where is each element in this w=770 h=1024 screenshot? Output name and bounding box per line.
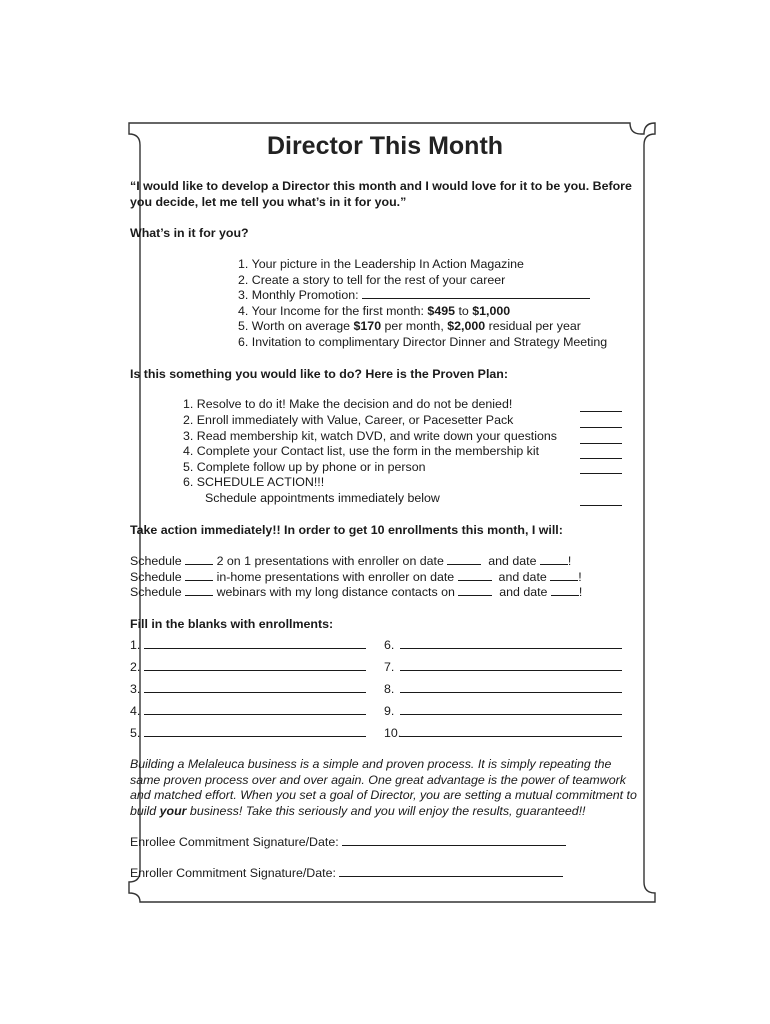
enrollment-line: 2. — [130, 660, 366, 674]
plan-check-blank[interactable] — [580, 411, 622, 412]
intro-line-1: “I would like to develop a Director this month and I would love for it to be you. Before — [130, 179, 632, 193]
enrollment-blank[interactable] — [144, 670, 366, 671]
benefit-item: 6. Invitation to complimentary Director Dinner and Strategy Meeting — [238, 335, 608, 349]
enrollment-blank[interactable] — [144, 648, 366, 649]
enrollment-line: 3. — [130, 682, 366, 696]
intro-line-2: you decide, let me tell you what’s in it for you.” — [130, 195, 407, 209]
benefit-item: 1. Your picture in the Leadership In Action Magazine — [238, 257, 524, 271]
enroller-signature-row: Enroller Commitment Signature/Date: — [130, 866, 563, 880]
closing-line-3: and matched effort. When you set a goal of Director, you are setting a mutual commitment to — [130, 788, 637, 802]
enrollment-blank[interactable] — [400, 670, 622, 671]
schedule-count-blank[interactable] — [185, 580, 213, 581]
closing-line-4: build your business! Take this seriously and you will enjoy the results, guaranteed!! — [130, 804, 586, 818]
enrollment-blank[interactable] — [144, 736, 366, 737]
schedule-row: Schedule webinars with my long distance contacts on and date ! — [130, 585, 583, 599]
schedule-count-blank[interactable] — [185, 564, 213, 565]
plan-step: 1. Resolve to do it! Make the decision and do not be denied! — [183, 397, 513, 411]
plan-check-blank[interactable] — [580, 473, 622, 474]
plan-check-blank[interactable] — [580, 443, 622, 444]
schedule-row: Schedule 2 on 1 presentations with enroller on date and date ! — [130, 554, 572, 568]
enrollment-line: 8. — [384, 682, 622, 696]
schedule-count-blank[interactable] — [185, 595, 213, 596]
enrollment-line: 1. — [130, 638, 366, 652]
plan-check-blank[interactable] — [580, 427, 622, 428]
enrollments-heading: Fill in the blanks with enrollments: — [130, 617, 334, 631]
enrollment-blank[interactable] — [400, 648, 622, 649]
proven-plan-heading: Is this something you would like to do? Here is the Proven Plan: — [130, 367, 508, 381]
enrollment-blank[interactable] — [400, 692, 622, 693]
plan-check-blank[interactable] — [580, 505, 622, 506]
enrollment-line: 6. — [384, 638, 622, 652]
enrollee-signature-row: Enrollee Commitment Signature/Date: — [130, 835, 566, 849]
benefit-item: 3. Monthly Promotion: — [238, 288, 590, 302]
closing-line-2: same proven process over and over again. One great advantage is the power of teamwork — [130, 773, 626, 787]
enrollment-blank[interactable] — [144, 714, 366, 715]
date-blank[interactable] — [447, 564, 481, 565]
plan-step: 2. Enroll immediately with Value, Career, or Pacesetter Pack — [183, 413, 514, 427]
enrollment-blank[interactable] — [400, 736, 622, 737]
plan-step: 3. Read membership kit, watch DVD, and write down your questions — [183, 429, 557, 443]
date-blank[interactable] — [550, 580, 578, 581]
page-title: Director This Month — [266, 132, 504, 160]
date-blank[interactable] — [458, 580, 492, 581]
date-blank[interactable] — [458, 595, 492, 596]
plan-step: 5. Complete follow up by phone or in person — [183, 460, 426, 474]
plan-step: 4. Complete your Contact list, use the form in the membership kit — [183, 444, 540, 458]
monthly-promotion-blank[interactable] — [362, 298, 590, 299]
take-action-heading: Take action immediately!! In order to get 10 enrollments this month, I will: — [130, 523, 563, 537]
plan-step: 6. SCHEDULE ACTION!!! — [183, 475, 325, 489]
enrollment-line: 9. — [384, 704, 622, 718]
enrollment-line: 4. — [130, 704, 366, 718]
date-blank[interactable] — [551, 595, 579, 596]
closing-line-1: Building a Melaleuca business is a simple and proven process. It is simply repeating the — [130, 757, 612, 771]
enrollee-signature-blank[interactable] — [342, 845, 566, 846]
enrollment-line: 5. — [130, 726, 366, 740]
benefit-item: 2. Create a story to tell for the rest of your career — [238, 273, 506, 287]
enrollment-blank[interactable] — [144, 692, 366, 693]
plan-step-subline: Schedule appointments immediately below — [205, 491, 440, 505]
plan-check-blank[interactable] — [580, 458, 622, 459]
benefit-item: 4. Your Income for the first month: $495 to $1,000 — [238, 304, 511, 318]
schedule-row: Schedule in-home presentations with enroller on date and date ! — [130, 570, 582, 584]
enrollment-line: 10. — [384, 726, 622, 740]
whats-in-it-heading: What’s in it for you? — [130, 226, 249, 240]
enrollment-blank[interactable] — [400, 714, 622, 715]
enroller-signature-blank[interactable] — [339, 876, 563, 877]
benefit-item: 5. Worth on average $170 per month, $2,000 residual per year — [238, 319, 581, 333]
date-blank[interactable] — [540, 564, 568, 565]
enrollment-line: 7. — [384, 660, 622, 674]
